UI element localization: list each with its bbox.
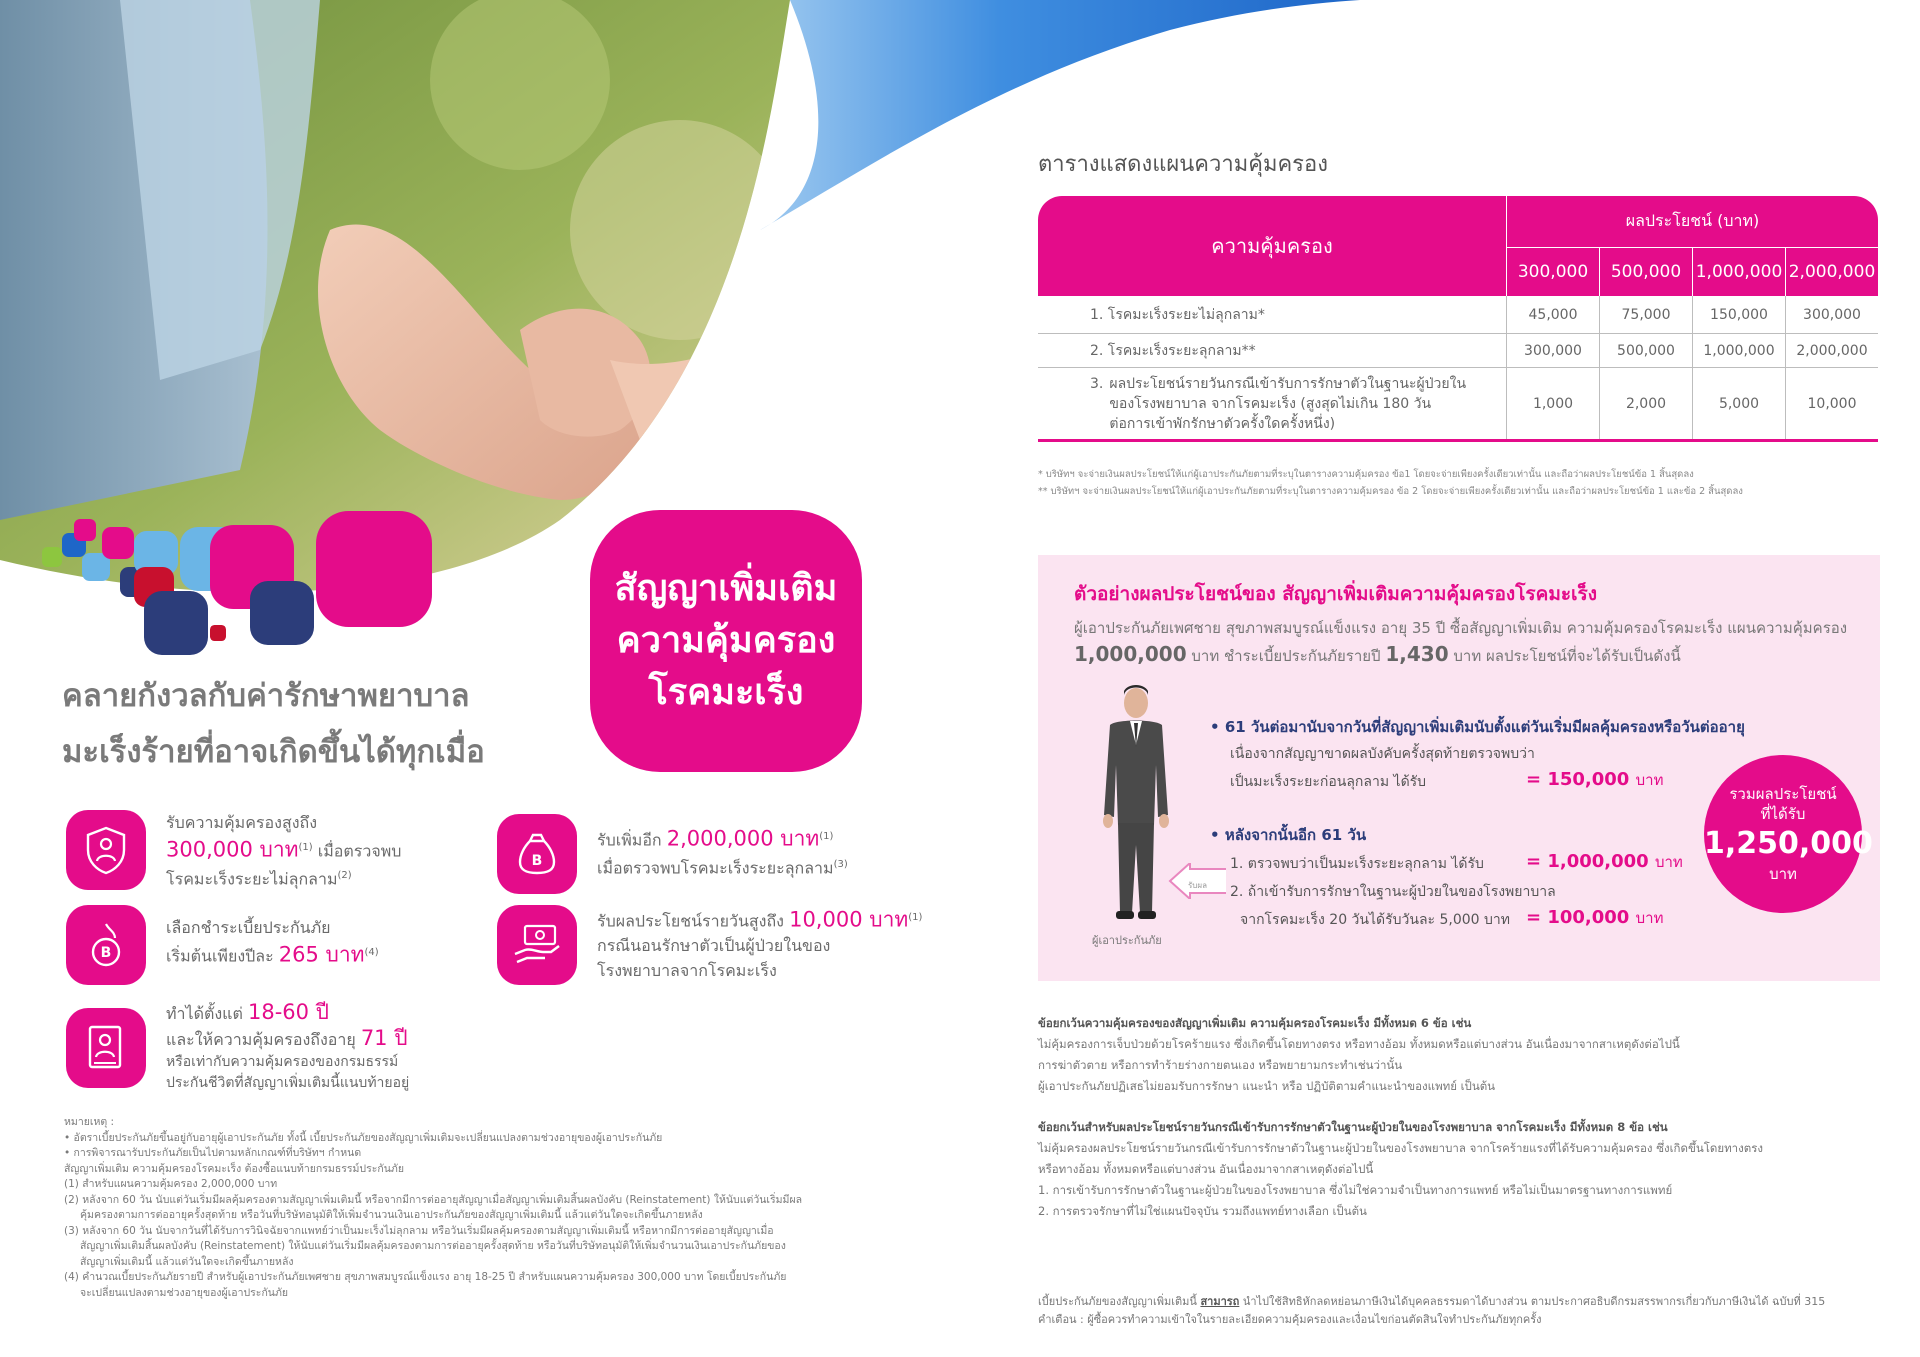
person-document-icon [66, 1008, 146, 1088]
row-label [1038, 368, 1506, 439]
benefit-example-box [1038, 555, 1880, 981]
coverage-table [1038, 196, 1878, 442]
example-description [1074, 615, 1864, 669]
hand-money-icon [497, 905, 577, 985]
feature-text: รับความคุ้มครองสูงถึง [166, 813, 318, 832]
coin-bag-icon [497, 814, 577, 894]
table-cell: 45,000 [1506, 296, 1599, 333]
headline-line: คลายกังวลกับค่ารักษาพยาบาล [62, 678, 470, 714]
feature-highlight: 71 ปี [360, 1026, 408, 1050]
tax-text: เบี้ยประกันภัยของสัญญาเพิ่มเติมนี้ [1038, 1295, 1201, 1308]
note-line: (4) คำนวณเบี้ยประกันภัยรายปี สำหรับผู้เอาประกันภัยเพศชาย สุขภาพสมบูรณ์แข็งแรง อายุ 18-25 ปี สำหรับแผนความคุ้มครอง 300,000 บาท โดยเบี้ยประกันภัย [64, 1271, 787, 1283]
step2-amount-2 [1526, 906, 1663, 930]
table-row [1038, 296, 1878, 334]
feature-text: และให้ความคุ้มครองถึงอายุ [166, 1030, 361, 1049]
example-text: บาท ชำระเบี้ยประกันภัยรายปี [1186, 647, 1386, 665]
feature-text: เมื่อตรวจพบโรคมะเร็งระยะลุกลาม [597, 858, 834, 878]
note-line: • อัตราเบี้ยประกันภัยขึ้นอยู่กับอายุผู้เอาประกันภัย ทั้งนี้ เบี้ยประกันภัยของสัญญาเพิ่มเติมจะเปลี่ยนแปลงตามช่วงอายุของผู้เอาประกันภัย [64, 1131, 663, 1144]
warning-text: คำเตือน : ผู้ซื้อควรทำความเข้าใจในรายละเอียดความคุ้มครองและเงื่อนไขก่อนตัดสินใจทำประกันภัยทุกครั้ง [1038, 1313, 1542, 1326]
step-2 [1210, 823, 1366, 847]
table-cell: 150,000 [1692, 296, 1785, 333]
table-footnote: * บริษัทฯ จะจ่ายเงินผลประโยชน์ให้แก่ผู้เอาประกันภัยตามที่ระบุในตารางความคุ้มครอง ข้อ1 โดยจะจ่ายเพียงครั้งเดียวเท่านั้น และถือว่าผลประโยชน์ข้อ 1 สิ้นสุดลง [1038, 469, 1694, 480]
step2-amount-1 [1526, 850, 1683, 874]
arrow-label: รับผล [1188, 881, 1207, 890]
row-label-line: ต่อการเข้าพักรักษาตัวครั้งใดครั้งหนึ่ง) [1109, 415, 1336, 432]
footnote-ref: (4) [364, 947, 379, 958]
svg-text:B: B [531, 853, 543, 869]
table-cell: 2,000,000 [1785, 334, 1878, 367]
table-cell: 300,000 [1506, 334, 1599, 367]
table-cell: 1,000,000 [1692, 334, 1785, 367]
exclusion-line: ไม่คุ้มครองการเจ็บป่วยด้วยโรคร้ายแรง ซึ่งเกิดขึ้นโดยทางตรง หรือทางอ้อม ทั้งหมดหรือแต่บางส่วน อันเนื่องมาจากสาเหตุดังต่อไปนี้ [1038, 1037, 1680, 1051]
column-header-benefit: ผลประโยชน์ (บาท) [1506, 196, 1878, 248]
feature-text: ทำได้ตั้งแต่ [166, 1004, 248, 1023]
step-text: เนื่องจากสัญญาขาดผลบังคับครั้งสุดท้ายตรวจพบว่า [1230, 746, 1535, 762]
footnotes [64, 1115, 924, 1301]
feature-highlight: 300,000 บาท [166, 837, 299, 862]
table-cell: 500,000 [1599, 334, 1692, 367]
step-text: 1. ตรวจพบว่าเป็นมะเร็งระยะลุกลาม ได้รับ [1230, 856, 1484, 872]
note-line: สัญญาเพิ่มเติม ความคุ้มครองโรคมะเร็ง ต้องซื้อแนบท้ายกรมธรรม์ประกันภัย [64, 1162, 404, 1175]
headline [62, 668, 582, 780]
amount-unit: บาท [1635, 909, 1664, 927]
exclusion-line: 2. การตรวจรักษาที่ไม่ใช่แผนปัจจุบัน รวมถึงแพทย์ทางเลือก เป็นต้น [1038, 1204, 1367, 1218]
note-line: • การพิจารณารับประกันภัยเป็นไปตามหลักเกณฑ์ที่บริษัทฯ กำหนด [64, 1147, 362, 1159]
feature-text: โรคมะเร็งระยะไม่ลุกลาม [166, 869, 338, 889]
note-line: สัญญาเพิ่มเติมสิ้นผลบังคับ (Reinstatement) ให้นับแต่วันเริ่มมีผลคุ้มครองตามการต่ออายุครั้งสุดท้าย หรือวันที่บริษัทอนุมัติให้เพิ่มจำนวนเงินเอาประกันภัยของ [80, 1240, 786, 1252]
feature-coverage [66, 810, 401, 892]
table-cell: 1,000 [1506, 368, 1599, 439]
table-cell: 10,000 [1785, 368, 1878, 439]
bullet-icon: • [1210, 826, 1225, 844]
feature-daily-benefit [497, 905, 922, 985]
step-1 [1210, 715, 1745, 739]
note-line: หมายเหตุ : [64, 1116, 115, 1128]
footnote-ref: (1) [819, 831, 834, 842]
table-title: ตารางแสดงแผนความคุ้มครอง [1038, 152, 1328, 177]
example-coverage-amount: 1,000,000 [1074, 642, 1187, 666]
coin-flame-icon [66, 905, 146, 985]
row-label: 1. โรคมะเร็งระยะไม่ลุกลาม* [1090, 306, 1265, 323]
table-cell: 2,000 [1599, 368, 1692, 439]
footnote-ref: (1) [298, 842, 313, 853]
table-row [1038, 368, 1878, 442]
tax-text: นำไปใช้สิทธิหักลดหย่อนภาษีเงินได้บุคคลธรรมดาได้บางส่วน ตามประกาศอธิบดีกรมสรรพากรเกี่ยวกับภาษีเงินได้ ฉบับที่ 315 [1239, 1295, 1826, 1308]
rider-badge-line: ความคุ้มครอง [616, 620, 836, 661]
feature-advanced-cancer [497, 814, 848, 894]
feature-text: หรือเท่ากับความคุ้มครองของกรมธรรม์ [166, 1054, 399, 1070]
example-title: ตัวอย่างผลประโยชน์ของ สัญญาเพิ่มเติมความคุ้มครองโรคมะเร็ง [1074, 583, 1598, 605]
total-label: รวมผลประโยชน์ [1729, 785, 1837, 803]
table-footnote: ** บริษัทฯ จะจ่ายเงินผลประโยชน์ให้แก่ผู้เอาประกันภัยตามที่ระบุในตารางความคุ้มครอง ข้อ 2 โดยจะจ่ายเพียงครั้งเดียวเท่านั้น และถือว่าผลประโยชน์ข้อ 1 และข้อ 2 สิ้นสุดลง [1038, 486, 1743, 497]
note-line: (2) หลังจาก 60 วัน นับแต่วันเริ่มมีผลคุ้มครองตามสัญญาเพิ่มเติมนี้ หรือจากมีการต่ออายุสัญญาเมื่อสัญญาเพิ่มเติมสิ้นผลบังคับ (Reinstatement) ให้นับแต่วันเริ่มมีผล [64, 1193, 803, 1206]
feature-text: กรณีนอนรักษาตัวเป็นผู้ป่วยในของ [597, 936, 831, 956]
exclusion-line: หรือทางอ้อม ทั้งหมดหรือแต่บางส่วน อันเนื่องมาจากสาเหตุดังต่อไปนี้ [1038, 1162, 1374, 1176]
feature-highlight: 18-60 ปี [247, 1000, 329, 1024]
step-text: เป็นมะเร็งระยะก่อนลุกลาม ได้รับ [1230, 774, 1427, 790]
column-header-plan: 1,000,000 [1692, 248, 1785, 296]
svg-text:B: B [100, 945, 112, 961]
table-cell: 75,000 [1599, 296, 1692, 333]
shield-person-icon [66, 810, 146, 890]
tax-notice [1038, 1293, 1898, 1329]
feature-text: ประกันชีวิตที่สัญญาเพิ่มเติมนี้แนบท้ายอยู่ [166, 1075, 410, 1091]
row-label-line: ของโรงพยาบาล จากโรคมะเร็ง (สูงสุดไม่เกิน 180 วัน [1109, 395, 1432, 412]
footnote-ref: (2) [337, 870, 352, 882]
example-premium: 1,430 [1385, 642, 1449, 666]
amount-value: = 100,000 [1526, 907, 1630, 928]
row-label-line: ผลประโยชน์รายวันกรณีเข้ารับการรักษาตัวในฐานะผู้ป่วยใน [1109, 375, 1467, 392]
total-amount: 1,250,000 [1704, 826, 1873, 861]
feature-highlight: 10,000 บาท [789, 907, 909, 932]
footnote-ref: (3) [833, 859, 848, 871]
feature-premium [66, 905, 379, 985]
total-label: ที่ได้รับ [1760, 805, 1806, 823]
example-text: ผู้เอาประกันภัยเพศชาย สุขภาพสมบูรณ์แข็งแรง อายุ 35 ปี ซื้อสัญญาเพิ่มเติม ความคุ้มครองโรคมะเร็ง แผนความคุ้มครอง [1074, 619, 1848, 637]
exclusion-line: ผู้เอาประกันภัยปฏิเสธไม่ยอมรับการรักษา แนะนำ หรือ ปฏิบัติตามคำแนะนำของแพทย์ เป็นต้น [1038, 1079, 1496, 1093]
step-title: หลังจากนั้นอีก 61 วัน [1224, 826, 1367, 844]
row-label: 2. โรคมะเร็งระยะลุกลาม** [1090, 342, 1256, 359]
rider-badge-line: โรคมะเร็ง [648, 672, 804, 713]
table-row [1038, 334, 1878, 368]
column-header-plan: 300,000 [1506, 248, 1599, 296]
feature-text: รับผลประโยชน์รายวันสูงถึง [597, 911, 790, 931]
person-caption: ผู้เอาประกันภัย [1092, 934, 1162, 947]
bullet-icon: • [1210, 718, 1225, 736]
feature-text: เมื่อตรวจพบ [312, 841, 402, 861]
note-line: (1) สำหรับแผนความคุ้มครอง 2,000,000 บาท [64, 1178, 278, 1190]
amount-value: = 150,000 [1526, 769, 1630, 790]
exclusion-heading: ข้อยกเว้นสำหรับผลประโยชน์รายวันกรณีเข้ารับการรักษาตัวในฐานะผู้ป่วยในของโรงพยาบาล จากโรคมะเร็ง มีทั้งหมด 8 ข้อ เช่น [1038, 1120, 1668, 1134]
row-number: 3. [1090, 375, 1104, 392]
column-header-plan: 500,000 [1599, 248, 1692, 296]
exclusion-heading: ข้อยกเว้นความคุ้มครองของสัญญาเพิ่มเติม ความคุ้มครองโรคมะเร็ง มีทั้งหมด 6 ข้อ เช่น [1038, 1016, 1472, 1030]
table-footnotes [1038, 466, 1898, 500]
amount-unit: บาท [1654, 853, 1683, 871]
total-unit: บาท [1769, 865, 1797, 883]
feature-highlight: 265 บาท [278, 942, 365, 967]
feature-text: โรงพยาบาลจากโรคมะเร็ง [597, 961, 777, 981]
footnote-ref: (1) [908, 912, 923, 923]
note-line: (3) หลังจาก 60 วัน นับจากวันที่ได้รับการวินิจฉัยจากแพทย์ว่าเป็นมะเร็งไม่ลุกลาม หรือวันเริ่มมีผลคุ้มครองตามสัญญาเพิ่มเติมนี้ หรือหากมีการต่ออายุสัญญาเมื่อ [64, 1224, 774, 1237]
feature-text: เริ่มต้นเพียงปีละ [166, 946, 279, 966]
amount-unit: บาท [1635, 771, 1664, 789]
step-title: 61 วันต่อมานับจากวันที่สัญญาเพิ่มเติมนับตั้งแต่วันเริ่มมีผลคุ้มครองหรือวันต่ออายุ [1224, 718, 1745, 736]
note-line: คุ้มครองตามการต่ออายุครั้งสุดท้าย หรือวันที่บริษัทอนุมัติให้เพิ่มจำนวนเงินเอาประกันภัยของสัญญาเพิ่มเติมนี้ แล้วแต่วันใดจะเกิดขึ้นภายหลัง [80, 1209, 703, 1221]
table-header [1038, 196, 1878, 296]
feature-highlight: 2,000,000 บาท [666, 826, 820, 851]
feature-text: รับเพิ่มอีก [597, 830, 667, 850]
decorative-squares [30, 505, 430, 665]
exclusion-line: 1. การเข้ารับการรักษาตัวในฐานะผู้ป่วยในของโรงพยาบาล ซึ่งไม่ใช่ความจำเป็นทางการแพทย์ หรือไม่เป็นมาตรฐานทางการแพทย์ [1038, 1183, 1673, 1197]
feature-age [66, 1000, 409, 1094]
exclusion-line: การฆ่าตัวตาย หรือการทำร้ายร่างกายตนเอง หรือพยายามกระทำเช่นว่านั้น [1038, 1058, 1403, 1072]
feature-text: เลือกชำระเบี้ยประกันภัย [166, 918, 331, 937]
amount-value: = 1,000,000 [1526, 851, 1649, 872]
exclusion-line: ไม่คุ้มครองผลประโยชน์รายวันกรณีเข้ารับการรักษาตัวในฐานะผู้ป่วยในของโรงพยาบาล จากโรคร้ายแรงที่ได้รับความคุ้มครอง ซึ่งเกิดขึ้นโดยทางตรง [1038, 1141, 1763, 1155]
note-line: สัญญาเพิ่มเติมนี้ แล้วแต่วันใดจะเกิดขึ้นภายหลัง [80, 1255, 294, 1268]
exclusions [1038, 1013, 1898, 1222]
rider-name-badge [590, 510, 862, 772]
column-header-plan: 2,000,000 [1785, 248, 1878, 296]
table-cell: 300,000 [1785, 296, 1878, 333]
example-text: บาท ผลประโยชน์ที่จะได้รับเป็นดังนี้ [1448, 647, 1681, 665]
step-text: จากโรคมะเร็ง 20 วันได้รับวันละ 5,000 บาท [1240, 912, 1511, 928]
businessman-illustration [1096, 685, 1176, 925]
note-line: จะเปลี่ยนแปลงตามช่วงอายุของผู้เอาประกันภัย [80, 1286, 289, 1299]
column-header-coverage: ความคุ้มครอง [1211, 234, 1333, 258]
headline-line: มะเร็งร้ายที่อาจเกิดขึ้นได้ทุกเมื่อ [62, 734, 485, 770]
tax-text-underlined: สามารถ [1200, 1295, 1240, 1308]
step-text: 2. ถ้าเข้ารับการรักษาในฐานะผู้ป่วยในของโรงพยาบาล [1230, 884, 1556, 900]
table-cell: 5,000 [1692, 368, 1785, 439]
step1-amount [1526, 768, 1663, 792]
rider-badge-line: สัญญาเพิ่มเติม [614, 568, 838, 609]
total-benefit-badge [1704, 755, 1873, 913]
